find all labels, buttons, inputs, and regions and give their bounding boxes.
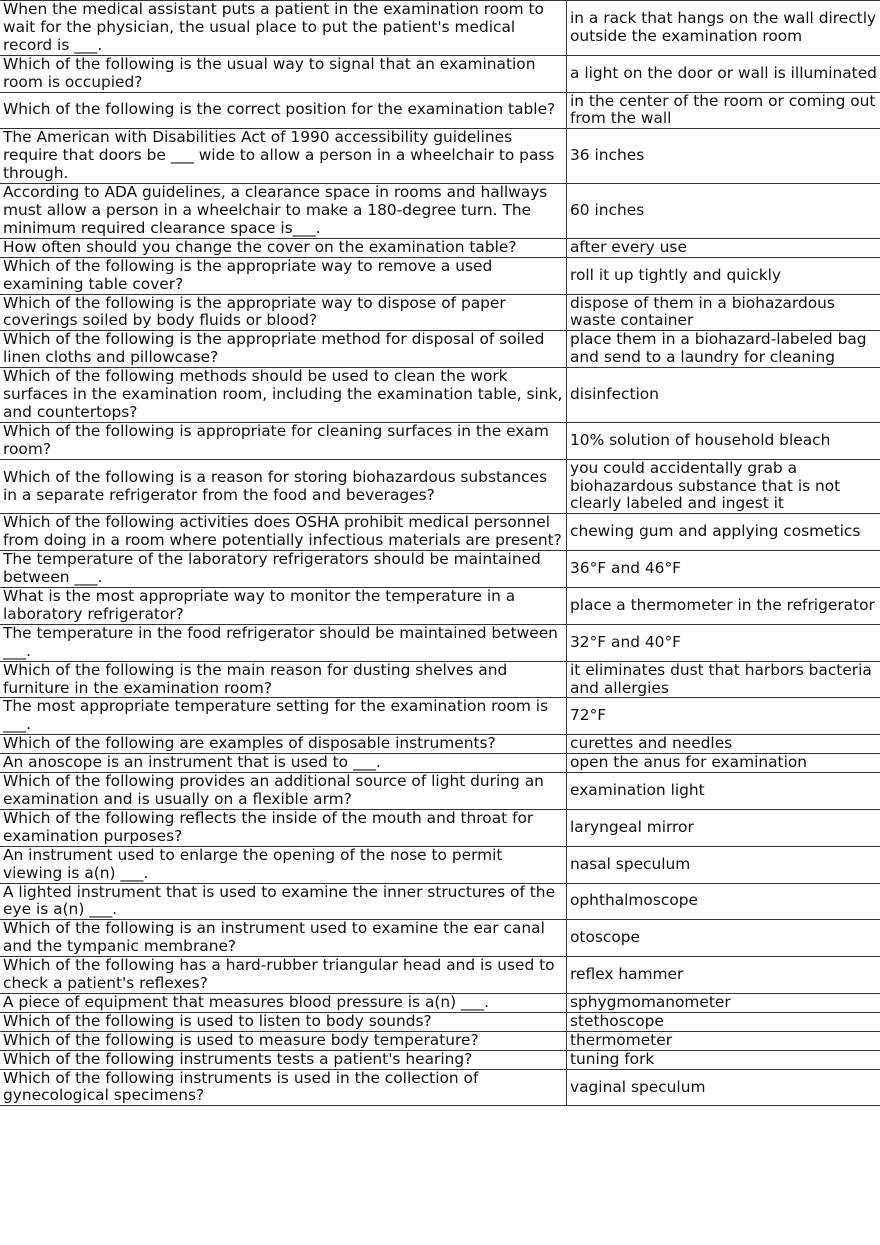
definition-cell: 10% solution of household bleach <box>567 422 880 459</box>
definition-cell: after every use <box>567 238 880 257</box>
definition-cell: otoscope <box>567 920 880 957</box>
term-cell: What is the most appropriate way to monitor the temperature in a laboratory refrigerator? <box>0 588 567 625</box>
table-row <box>0 773 880 810</box>
term-cell: When the medical assistant puts a patient in the examination room to wait for the physician, the usual place to put the patient's medical record is ___. <box>0 1 567 56</box>
table-row <box>0 809 880 846</box>
table-row <box>0 698 880 735</box>
table-row <box>0 129 880 184</box>
term-cell: Which of the following methods should be used to clean the work surfaces in the examination room, including the examination table, sink, and countertops? <box>0 368 567 423</box>
table-row <box>0 294 880 331</box>
definition-cell: chewing gum and applying cosmetics <box>567 514 880 551</box>
definition-cell: open the anus for examination <box>567 754 880 773</box>
definition-cell: dispose of them in a biohazardous waste container <box>567 294 880 331</box>
definition-cell: it eliminates dust that harbors bacteria and allergies <box>567 661 880 698</box>
term-cell: Which of the following is a reason for storing biohazardous substances in a separate refrigerator from the food and beverages? <box>0 459 567 514</box>
term-cell: Which of the following are examples of disposable instruments? <box>0 735 567 754</box>
definition-cell: roll it up tightly and quickly <box>567 257 880 294</box>
table-row <box>0 92 880 129</box>
table-row <box>0 422 880 459</box>
definition-cell: stethoscope <box>567 1012 880 1031</box>
definition-cell: place them in a biohazard-labeled bag and send to a laundry for cleaning <box>567 331 880 368</box>
definition-cell: nasal speculum <box>567 846 880 883</box>
term-cell: Which of the following reflects the inside of the mouth and throat for examination purposes? <box>0 809 567 846</box>
definition-cell: 32°F and 40°F <box>567 624 880 661</box>
term-cell: Which of the following is the correct position for the examination table? <box>0 92 567 129</box>
term-cell: The temperature of the laboratory refrigerators should be maintained between ___. <box>0 551 567 588</box>
table-row <box>0 331 880 368</box>
term-cell: The most appropriate temperature setting for the examination room is ___. <box>0 698 567 735</box>
table-row <box>0 459 880 514</box>
definition-cell: sphygmomanometer <box>567 993 880 1012</box>
definition-cell: 36 inches <box>567 129 880 184</box>
table-row <box>0 1 880 56</box>
definition-cell: 72°F <box>567 698 880 735</box>
definition-cell: vaginal speculum <box>567 1069 880 1106</box>
table-row <box>0 1050 880 1069</box>
term-cell: According to ADA guidelines, a clearance space in rooms and hallways must allow a person in a wheelchair to make a 180-degree turn. The minimum required clearance space is___. <box>0 184 567 239</box>
term-cell: Which of the following provides an additional source of light during an examination and is usually on a flexible arm? <box>0 773 567 810</box>
term-cell: Which of the following instruments is used in the collection of gynecological specimens? <box>0 1069 567 1106</box>
term-cell: Which of the following is the usual way to signal that an examination room is occupied? <box>0 55 567 92</box>
table-row <box>0 368 880 423</box>
table-row <box>0 1012 880 1031</box>
table-row <box>0 957 880 994</box>
table-row <box>0 883 880 920</box>
definition-cell: thermometer <box>567 1031 880 1050</box>
term-cell: A lighted instrument that is used to examine the inner structures of the eye is a(n) ___. <box>0 883 567 920</box>
definition-cell: reflex hammer <box>567 957 880 994</box>
term-cell: An anoscope is an instrument that is used to ___. <box>0 754 567 773</box>
term-cell: Which of the following is used to listen to body sounds? <box>0 1012 567 1031</box>
table-row <box>0 661 880 698</box>
definition-cell: 60 inches <box>567 184 880 239</box>
term-cell: The American with Disabilities Act of 1990 accessibility guidelines require that doors be ___ wide to allow a person in a wheelchair to pass through. <box>0 129 567 184</box>
table-row <box>0 846 880 883</box>
term-cell: Which of the following activities does OSHA prohibit medical personnel from doing in a room where potentially infectious materials are present? <box>0 514 567 551</box>
term-cell: Which of the following is an instrument used to examine the ear canal and the tympanic membrane? <box>0 920 567 957</box>
table-row <box>0 238 880 257</box>
term-cell: Which of the following is used to measure body temperature? <box>0 1031 567 1050</box>
term-cell: Which of the following is the appropriate method for disposal of soiled linen cloths and pillowcase? <box>0 331 567 368</box>
definition-cell: laryngeal mirror <box>567 809 880 846</box>
term-cell: Which of the following is the appropriate way to remove a used examining table cover? <box>0 257 567 294</box>
term-cell: The temperature in the food refrigerator should be maintained between ___. <box>0 624 567 661</box>
definition-cell: you could accidentally grab a biohazardous substance that is not clearly labeled and ingest it <box>567 459 880 514</box>
table-row <box>0 514 880 551</box>
definition-cell: in the center of the room or coming out from the wall <box>567 92 880 129</box>
definition-cell: tuning fork <box>567 1050 880 1069</box>
definition-cell: in a rack that hangs on the wall directly outside the examination room <box>567 1 880 56</box>
table-row <box>0 735 880 754</box>
definition-cell: a light on the door or wall is illuminated <box>567 55 880 92</box>
term-cell: A piece of equipment that measures blood pressure is a(n) ___. <box>0 993 567 1012</box>
table-row <box>0 588 880 625</box>
definition-cell: ophthalmoscope <box>567 883 880 920</box>
table-row <box>0 55 880 92</box>
term-cell: Which of the following is the main reason for dusting shelves and furniture in the examination room? <box>0 661 567 698</box>
table-row <box>0 1069 880 1106</box>
table-row <box>0 1031 880 1050</box>
table-row <box>0 920 880 957</box>
term-cell: Which of the following is appropriate for cleaning surfaces in the exam room? <box>0 422 567 459</box>
definition-cell: 36°F and 46°F <box>567 551 880 588</box>
term-cell: Which of the following instruments tests a patient's hearing? <box>0 1050 567 1069</box>
term-cell: An instrument used to enlarge the opening of the nose to permit viewing is a(n) ___. <box>0 846 567 883</box>
term-cell: Which of the following has a hard-rubber triangular head and is used to check a patient's reflexes? <box>0 957 567 994</box>
definition-cell: examination light <box>567 773 880 810</box>
flashcard-rows <box>0 1 880 1106</box>
table-row <box>0 754 880 773</box>
term-cell: Which of the following is the appropriate way to dispose of paper coverings soiled by body fluids or blood? <box>0 294 567 331</box>
definition-cell: place a thermometer in the refrigerator <box>567 588 880 625</box>
definition-cell: disinfection <box>567 368 880 423</box>
definition-cell: curettes and needles <box>567 735 880 754</box>
table-row <box>0 184 880 239</box>
table-row <box>0 257 880 294</box>
table-row <box>0 551 880 588</box>
table-row <box>0 624 880 661</box>
term-cell: How often should you change the cover on the examination table? <box>0 238 567 257</box>
table-row <box>0 993 880 1012</box>
